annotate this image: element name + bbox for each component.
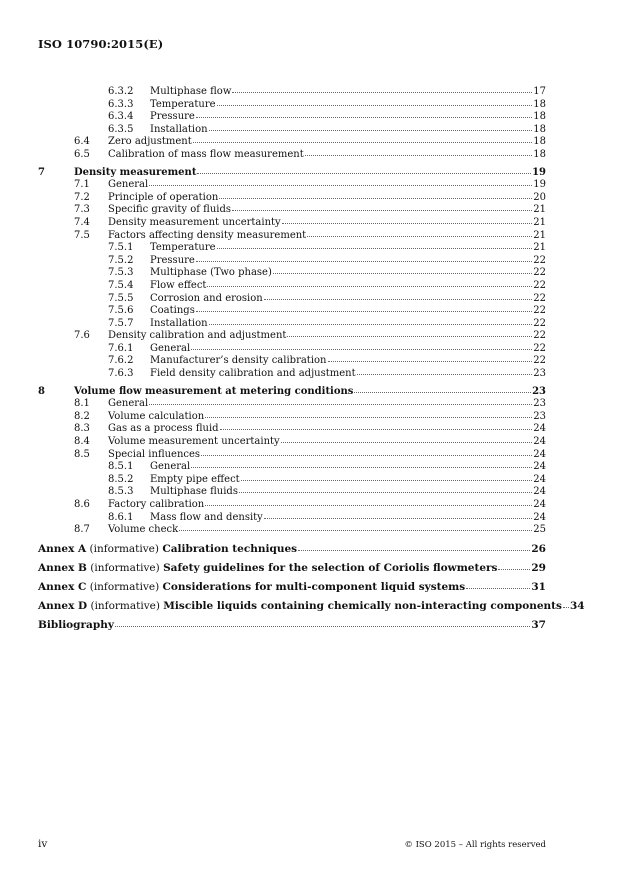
toc-entry-page: 24 xyxy=(533,461,546,473)
toc-entry[interactable] xyxy=(38,368,546,381)
toc-entry-page: 22 xyxy=(533,305,546,317)
toc-entry-page: 25 xyxy=(533,524,546,536)
toc-entry[interactable] xyxy=(38,436,546,449)
annex-type: (informative) xyxy=(90,599,160,612)
toc-entry-title: General xyxy=(108,179,149,191)
toc-entry-title: General xyxy=(150,342,191,354)
toc-entry[interactable] xyxy=(38,111,546,124)
toc-entry-page: 22 xyxy=(533,279,546,291)
table-of-contents xyxy=(38,86,585,632)
toc-entry-number: 7.3 xyxy=(74,204,90,216)
toc-entry-page: 20 xyxy=(533,191,546,203)
toc-entry-number: 7.5.7 xyxy=(108,317,134,329)
toc-entry-page: 22 xyxy=(533,342,546,354)
toc-leader-dots xyxy=(563,607,569,608)
toc-entry-number: 7.5.3 xyxy=(108,267,134,279)
toc-entry-title: Principle of operation xyxy=(108,191,219,203)
toc-entry-page: 18 xyxy=(533,148,546,160)
toc-entry-page: 24 xyxy=(533,473,546,485)
toc-entry-number: 7.5.1 xyxy=(108,242,134,254)
toc-annex-entry[interactable] xyxy=(38,542,546,556)
toc-leader-dots xyxy=(281,442,533,443)
toc-entry[interactable] xyxy=(38,461,546,474)
toc-leader-dots xyxy=(205,505,532,506)
toc-leader-dots xyxy=(149,185,532,186)
toc-entry-number: 7.2 xyxy=(74,191,90,203)
toc-entry-page: 24 xyxy=(533,511,546,523)
toc-entry-title: Installation xyxy=(150,317,208,329)
toc-entry-title: Zero adjustment xyxy=(108,136,192,148)
toc-leader-dots xyxy=(232,92,532,93)
toc-entry-title: Gas as a process fluid xyxy=(108,423,219,435)
toc-leader-dots xyxy=(191,467,532,468)
toc-leader-dots xyxy=(239,492,532,493)
toc-bibliography-entry[interactable] xyxy=(38,618,546,632)
toc-entry-number: 7 xyxy=(38,166,45,178)
toc-entry-title: Installation xyxy=(150,123,208,135)
toc-entry-title: Volume measurement uncertainty xyxy=(108,436,280,448)
toc-entry-number: 8.2 xyxy=(74,410,90,422)
toc-entry-number: 7.5.6 xyxy=(108,305,134,317)
toc-entry-number: 6.3.4 xyxy=(108,111,134,123)
toc-entry[interactable] xyxy=(38,86,546,99)
toc-entry-title: Density measurement uncertainty xyxy=(108,216,281,228)
toc-entry-number: 7.5 xyxy=(74,229,90,241)
toc-leader-dots xyxy=(264,299,533,300)
toc-entry[interactable] xyxy=(38,99,546,112)
toc-entry-title: Temperature xyxy=(150,98,216,110)
toc-entry-number: 8.5.3 xyxy=(108,486,134,498)
toc-entry-number: 7.6.2 xyxy=(108,355,134,367)
annex-page: 26 xyxy=(531,542,546,555)
toc-leader-dots xyxy=(307,236,532,237)
annex-type: (informative) xyxy=(89,542,159,555)
annex-type: (informative) xyxy=(90,561,160,574)
toc-entry-number: 8.5.1 xyxy=(108,461,134,473)
toc-leader-dots xyxy=(217,105,533,106)
toc-entry-page: 21 xyxy=(533,229,546,241)
toc-entry-number: 7.5.4 xyxy=(108,279,134,291)
toc-leader-dots xyxy=(207,286,532,287)
toc-entry-number: 7.1 xyxy=(74,179,90,191)
toc-entry-title: Specific gravity of fluids xyxy=(108,204,231,216)
toc-entry-page: 23 xyxy=(532,385,546,397)
toc-entry-title: Factory calibration xyxy=(108,499,205,510)
toc-entry-title: Calibration of mass flow measurement xyxy=(108,148,304,160)
document-id-header: ISO 10790:2015(E) xyxy=(38,37,164,51)
toc-entry-number: 8.6 xyxy=(74,499,90,510)
toc-entry-number: 7.4 xyxy=(74,216,90,228)
toc-entry-title: Volume check xyxy=(108,524,179,536)
toc-entry-title: Corrosion and erosion xyxy=(150,292,263,304)
toc-entry[interactable] xyxy=(38,512,546,525)
toc-entry-title: Pressure xyxy=(150,254,195,266)
toc-leader-dots xyxy=(191,349,532,350)
toc-entry-title: Pressure xyxy=(150,111,195,123)
annex-title: Safety guidelines for the selection of Coriolis flowmeters xyxy=(163,561,498,574)
toc-leader-dots xyxy=(287,336,532,337)
toc-entry[interactable] xyxy=(38,343,546,356)
annex-label: Annex D xyxy=(38,599,88,612)
toc-entry-number: 6.3.3 xyxy=(108,98,134,110)
annex-title: Considerations for multi-component liquid systems xyxy=(162,580,466,593)
toc-entry[interactable] xyxy=(38,318,546,331)
toc-entry-page: 24 xyxy=(533,448,546,460)
toc-leader-dots xyxy=(298,550,530,551)
toc-entry-page: 24 xyxy=(533,486,546,498)
toc-leader-dots xyxy=(205,417,532,418)
toc-entry-title: Density calibration and adjustment xyxy=(108,330,287,342)
toc-leader-dots xyxy=(196,261,532,262)
toc-leader-dots xyxy=(179,530,532,531)
toc-entry-page: 18 xyxy=(533,98,546,110)
toc-entry-page: 21 xyxy=(533,216,546,228)
annex-label: Annex B xyxy=(38,561,87,574)
toc-entry-title: Field density calibration and adjustment xyxy=(150,368,356,380)
toc-entry[interactable] xyxy=(38,386,546,399)
toc-entry-number: 8.5.2 xyxy=(108,473,134,485)
toc-entry[interactable] xyxy=(38,217,546,230)
toc-entry-page: 21 xyxy=(533,242,546,254)
page-number: iv xyxy=(38,838,48,850)
annex-type: (informative) xyxy=(89,580,160,593)
toc-entry[interactable] xyxy=(38,280,546,293)
toc-annex-entry[interactable] xyxy=(38,580,546,594)
toc-entry-title: General xyxy=(150,461,191,473)
toc-entry-page: 18 xyxy=(533,123,546,135)
toc-entry[interactable] xyxy=(38,192,546,205)
toc-entry-page: 24 xyxy=(533,423,546,435)
toc-entry-page: 23 xyxy=(533,410,546,422)
toc-entry-page: 19 xyxy=(532,166,546,178)
toc-entry-page: 22 xyxy=(533,292,546,304)
toc-entry-title: Density measurement xyxy=(74,166,197,178)
toc-entry-title: Volume flow measurement at metering conditions xyxy=(74,385,354,397)
toc-entry[interactable] xyxy=(38,398,546,411)
toc-entry[interactable] xyxy=(38,179,546,192)
toc-entry-page: 21 xyxy=(533,204,546,216)
toc-leader-dots xyxy=(197,173,531,174)
toc-leader-dots xyxy=(241,480,533,481)
toc-entry[interactable] xyxy=(38,474,546,487)
toc-annex-entry[interactable] xyxy=(38,561,546,575)
toc-leader-dots xyxy=(220,429,533,430)
toc-entry[interactable] xyxy=(38,242,546,255)
toc-entry[interactable] xyxy=(38,167,546,180)
annex-label: Annex A xyxy=(38,542,87,555)
toc-entry-number: 6.3.5 xyxy=(108,123,134,135)
toc-leader-dots xyxy=(305,155,533,156)
toc-entry-page: 23 xyxy=(533,368,546,380)
annex-label: Annex C xyxy=(38,580,87,593)
toc-leader-dots xyxy=(273,273,532,274)
toc-entry-number: 8.1 xyxy=(74,398,90,410)
toc-entry-page: 22 xyxy=(533,355,546,367)
toc-leader-dots xyxy=(209,324,533,325)
toc-leader-dots xyxy=(466,588,530,589)
toc-entry-title: Mass flow and density xyxy=(150,511,263,523)
toc-entry-title: Empty pipe effect xyxy=(150,473,240,485)
toc-entry-title: Multiphase fluids xyxy=(150,486,238,498)
annex-title: Miscible liquids containing chemically non-interacting components xyxy=(163,599,562,612)
toc-leader-dots xyxy=(328,361,533,362)
toc-entry-title: Flow effect xyxy=(150,279,207,291)
toc-leader-dots xyxy=(217,248,533,249)
toc-entry-title: Multiphase (Two phase) xyxy=(150,267,272,279)
toc-entry-title: Coatings xyxy=(150,305,195,317)
toc-entry-number: 8.5 xyxy=(74,448,90,460)
toc-leader-dots xyxy=(196,117,532,118)
toc-entry[interactable] xyxy=(38,230,546,243)
toc-entry-title: Factors affecting density measurement xyxy=(108,229,307,241)
toc-entry-number: 7.6.3 xyxy=(108,368,134,380)
toc-entry-page: 22 xyxy=(533,330,546,342)
toc-leader-dots xyxy=(357,374,533,375)
toc-entry[interactable] xyxy=(38,499,546,512)
toc-leader-dots xyxy=(498,569,530,570)
toc-entry-number: 7.5.2 xyxy=(108,254,134,266)
toc-entry-number: 8.7 xyxy=(74,524,90,536)
toc-entry-number: 7.6.1 xyxy=(108,342,134,354)
toc-leader-dots xyxy=(219,198,532,199)
toc-entry-page: 23 xyxy=(533,398,546,410)
toc-entry-page: 19 xyxy=(533,179,546,191)
toc-entry-number: 7.6 xyxy=(74,330,90,342)
toc-leader-dots xyxy=(232,210,532,211)
toc-entry-page: 22 xyxy=(533,254,546,266)
toc-entry-number: 8.3 xyxy=(74,423,90,435)
toc-entry[interactable] xyxy=(38,355,546,368)
toc-entry[interactable] xyxy=(38,524,546,537)
toc-entry[interactable] xyxy=(38,204,546,217)
toc-entry-page: 22 xyxy=(533,317,546,329)
toc-entry[interactable] xyxy=(38,411,546,424)
toc-entry-page: 18 xyxy=(533,136,546,148)
toc-leader-dots xyxy=(149,404,532,405)
toc-entry[interactable] xyxy=(38,149,546,162)
toc-leader-dots xyxy=(193,142,533,143)
toc-entry-number: 6.5 xyxy=(74,148,90,160)
toc-entry-page: 24 xyxy=(533,499,546,510)
toc-entry-title: Manufacturer’s density calibration xyxy=(150,355,327,367)
toc-entry-title: Volume calculation xyxy=(108,410,205,422)
toc-entry[interactable] xyxy=(38,423,546,436)
toc-entry[interactable] xyxy=(38,330,546,343)
toc-entry[interactable] xyxy=(38,305,546,318)
toc-entry-title: Special influences xyxy=(108,448,201,460)
toc-entry-number: 6.4 xyxy=(74,136,90,148)
toc-entry-number: 8.6.1 xyxy=(108,511,134,523)
toc-entry[interactable] xyxy=(38,486,546,499)
toc-entry-page: 17 xyxy=(533,86,546,97)
toc-entry-page: 18 xyxy=(533,111,546,123)
toc-entry-page: 22 xyxy=(533,267,546,279)
toc-annex-entry[interactable] xyxy=(38,599,585,613)
toc-leader-dots xyxy=(196,311,532,312)
copyright-notice: © ISO 2015 – All rights reserved xyxy=(404,840,546,850)
toc-leader-dots xyxy=(354,392,531,393)
toc-entry-page: 24 xyxy=(533,436,546,448)
annex-title: Calibration techniques xyxy=(162,542,298,555)
toc-entry-number: 6.3.2 xyxy=(108,86,134,97)
toc-entry[interactable] xyxy=(38,124,546,137)
toc-leader-dots xyxy=(115,626,530,627)
toc-entry[interactable] xyxy=(38,293,546,306)
annex-page: 34 xyxy=(569,599,585,612)
toc-entry[interactable] xyxy=(38,255,546,268)
bibliography-page: 37 xyxy=(531,618,546,631)
annex-page: 29 xyxy=(531,561,546,574)
toc-entry-number: 7.5.5 xyxy=(108,292,134,304)
toc-entry[interactable] xyxy=(38,267,546,280)
toc-entry[interactable] xyxy=(38,449,546,462)
toc-leader-dots xyxy=(282,223,533,224)
toc-entry-title: Multiphase flow xyxy=(150,86,232,97)
toc-entry[interactable] xyxy=(38,136,546,149)
toc-leader-dots xyxy=(264,518,532,519)
toc-leader-dots xyxy=(209,130,533,131)
toc-entry-number: 8 xyxy=(38,385,45,397)
bibliography-title: Bibliography xyxy=(38,618,114,631)
toc-entry-number: 8.4 xyxy=(74,436,90,448)
toc-entry-title: General xyxy=(108,398,149,410)
annex-page: 31 xyxy=(531,580,546,593)
toc-entry-title: Temperature xyxy=(150,242,216,254)
toc-leader-dots xyxy=(201,455,532,456)
